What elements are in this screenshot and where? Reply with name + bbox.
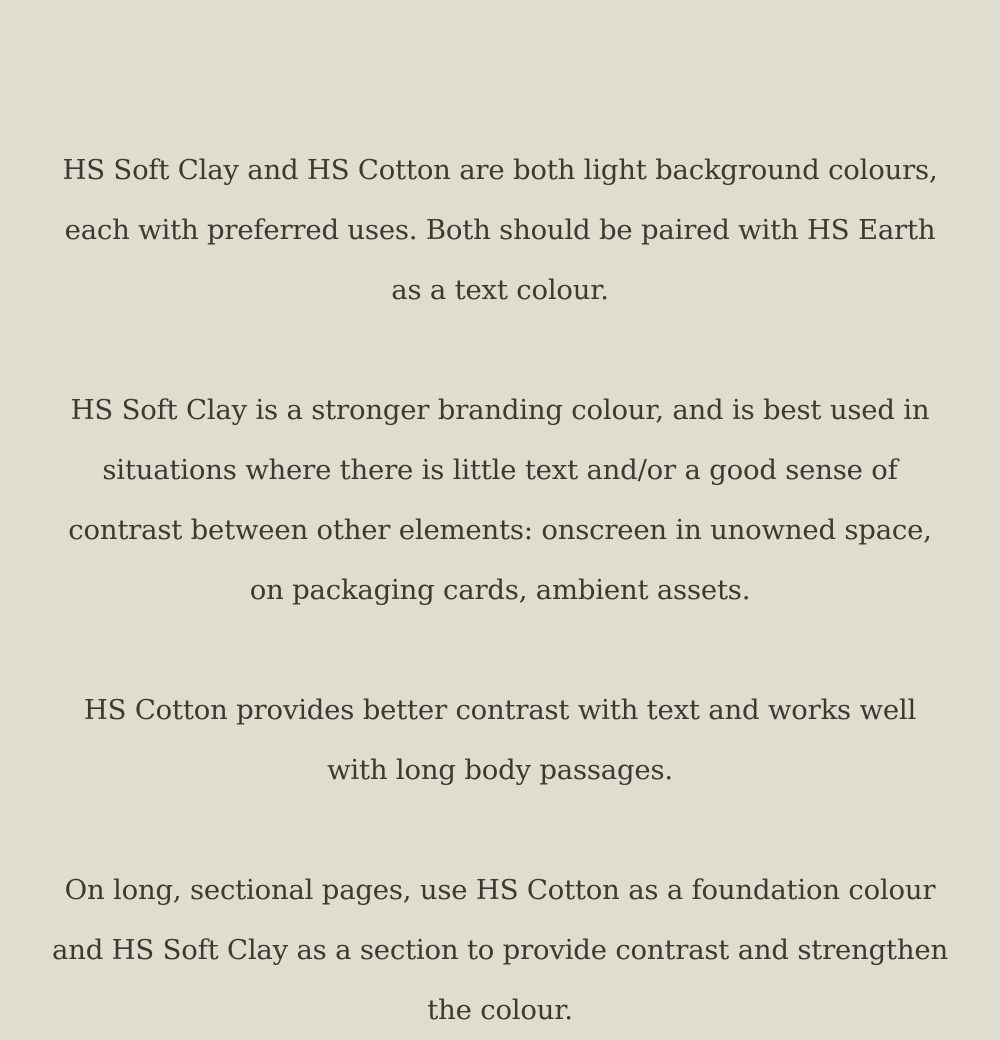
paragraph-intro: HS Soft Clay and HS Cotton are both light background colours, each with preferred uses. Both should be paired with HS Earth as a text colour. bbox=[62, 154, 938, 306]
paragraph-cotton: HS Cotton provides better contrast with text and works well with long body passages. bbox=[83, 694, 917, 786]
body-text bbox=[50, 140, 950, 1040]
paragraph-sectional-pages: On long, sectional pages, use HS Cotton as a foundation colour and HS Soft Clay as a section to provide contrast and strengthen the colour. bbox=[52, 874, 948, 1026]
paragraph-soft-clay: HS Soft Clay is a stronger branding colour, and is best used in situations where there is little text and/or a good sense of contrast between other elements: onscreen in unowned space, on packaging cards, ambient assets. bbox=[68, 394, 932, 606]
